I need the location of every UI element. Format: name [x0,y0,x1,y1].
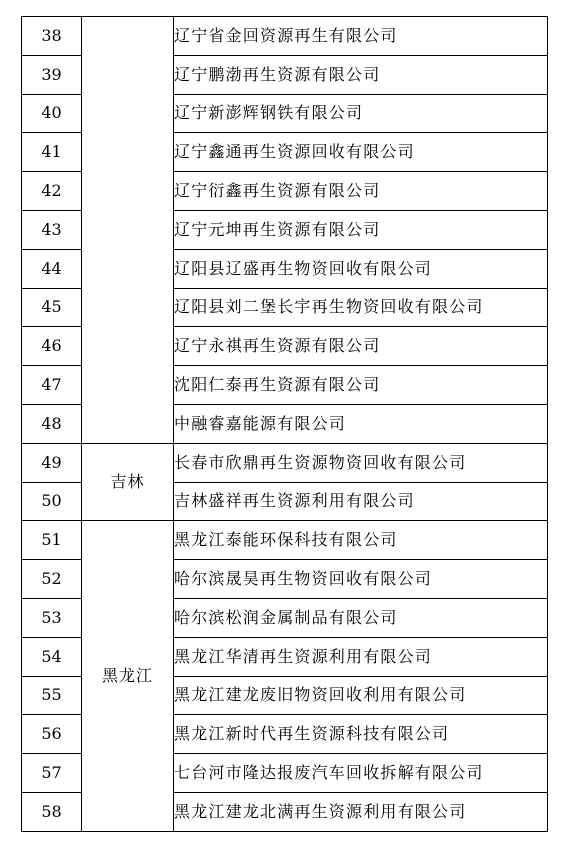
company-name-cell: 黑龙江华清再生资源利用有限公司 [174,637,548,676]
serial-number-cell: 40 [22,94,82,133]
company-name-cell: 黑龙江泰能环保科技有限公司 [174,521,548,560]
serial-number-cell: 58 [22,792,82,831]
company-name-cell: 辽阳县刘二堡长宇再生物资回收有限公司 [174,288,548,327]
serial-number-cell: 54 [22,637,82,676]
serial-number-cell: 47 [22,366,82,405]
serial-number-cell: 57 [22,754,82,793]
serial-number-cell: 52 [22,560,82,599]
company-name-cell: 辽宁鑫通再生资源回收有限公司 [174,133,548,172]
company-name-cell: 辽宁衍鑫再生资源有限公司 [174,172,548,211]
serial-number-cell: 39 [22,55,82,94]
serial-number-cell: 55 [22,676,82,715]
table-row [22,17,548,56]
serial-number-cell: 43 [22,210,82,249]
company-name-cell: 辽宁新澎辉钢铁有限公司 [174,94,548,133]
serial-number-cell: 44 [22,249,82,288]
serial-number-cell: 38 [22,17,82,56]
company-name-cell: 沈阳仁泰再生资源有限公司 [174,366,548,405]
company-name-cell: 辽宁永祺再生资源有限公司 [174,327,548,366]
company-list-table [21,16,548,832]
company-name-cell: 辽阳县辽盛再生物资回收有限公司 [174,249,548,288]
company-name-cell: 黑龙江新时代再生资源科技有限公司 [174,715,548,754]
table-row [22,443,548,482]
region-cell [82,17,174,444]
company-name-cell: 哈尔滨晟昊再生物资回收有限公司 [174,560,548,599]
serial-number-cell: 49 [22,443,82,482]
serial-number-cell: 53 [22,598,82,637]
company-name-cell: 辽宁元坤再生资源有限公司 [174,210,548,249]
serial-number-cell: 56 [22,715,82,754]
region-cell: 吉林 [82,443,174,521]
serial-number-cell: 48 [22,404,82,443]
company-name-cell: 哈尔滨松润金属制品有限公司 [174,598,548,637]
company-name-cell: 吉林盛祥再生资源利用有限公司 [174,482,548,521]
table-row [22,521,548,560]
company-name-cell: 黑龙江建龙废旧物资回收利用有限公司 [174,676,548,715]
company-name-cell: 中融睿嘉能源有限公司 [174,404,548,443]
serial-number-cell: 41 [22,133,82,172]
company-name-cell: 七台河市隆达报废汽车回收拆解有限公司 [174,754,548,793]
serial-number-cell: 42 [22,172,82,211]
serial-number-cell: 46 [22,327,82,366]
company-name-cell: 黑龙江建龙北满再生资源利用有限公司 [174,792,548,831]
serial-number-cell: 51 [22,521,82,560]
company-name-cell: 长春市欣鼎再生资源物资回收有限公司 [174,443,548,482]
company-name-cell: 辽宁鹏渤再生资源有限公司 [174,55,548,94]
table-body [22,17,548,832]
serial-number-cell: 45 [22,288,82,327]
company-name-cell: 辽宁省金回资源再生有限公司 [174,17,548,56]
region-cell: 黑龙江 [82,521,174,831]
serial-number-cell: 50 [22,482,82,521]
